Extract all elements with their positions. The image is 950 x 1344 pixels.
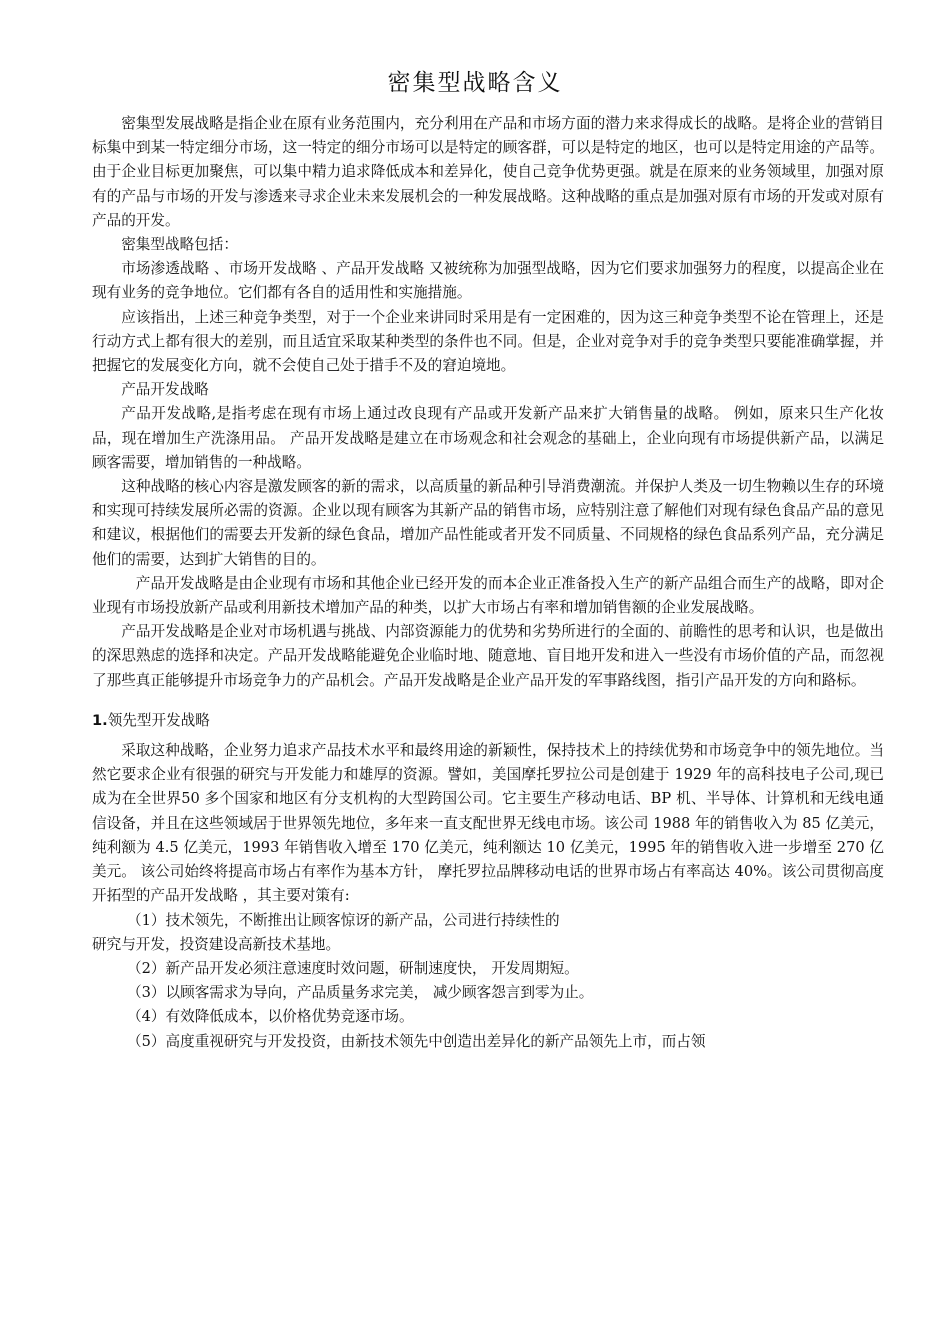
- list-item: （1）技术领先，不断推出让顾客惊讶的新产品，公司进行持续性的: [127, 911, 560, 929]
- paragraph-product-dev-combination: 产品开发战略是由企业现有市场和其他企业已经开发的而本企业正准备投入生产的新产品组合而生产的战略，即对企业现有市场投放新产品或利用新技术增加产品的种类，以扩大市场占有率和增加销售额的企业发展战略。: [92, 574, 884, 617]
- paragraph-intro: 密集型发展战略是指企业在原有业务范围内，充分利用在产品和市场方面的潜力来求得成长的战略。是将企业的营销目标集中到某一特定细分市场，这一特定的细分市场可以是特定的顾客群，可以是特定的地区，也可以是特定用途的产品等。由于企业目标更加聚焦，可以集中精力追求降低成本和差异化，使自己竞争优势更强。就是在原来的业务领域里，加强对原有的产品与市场的开发与渗透来寻求企业未来发展机会的一种发展战略。这种战略的重点是加强对原有市场的开发或对原有产品的开发。: [92, 115, 884, 229]
- subheading-product-development: 产品开发战略: [121, 381, 209, 399]
- section-heading: [92, 709, 884, 733]
- section-heading-text: 领先型开发战略: [107, 711, 210, 729]
- paragraph-core-content: 这种战略的核心内容是激发顾客的新的需求，以高质量的新品种引导消费潮流。并保护人类及一切生物赖以生存的环境和实现可持续发展所必需的资源。企业以现有顾客为其新产品的销售市场，应特别注意了解他们对现有绿色食品产品的意见和建议，根据他们的需要去开发新的绿色食品，增加产品性能或者开发不同质量、不同规格的绿色食品系列产品，充分满足他们的需要，达到扩大销售的目的。: [92, 478, 884, 568]
- paragraph-competition-types: 应该指出，上述三种竞争类型，对于一个企业来讲同时采用是有一定困难的，因为这三种竞争类型不论在管理上，还是行动方式上都有很大的差别，而且适宜采取某种类型的条件也不同。但是，企业对竞争对手的竞争类型只要能准确掌握，并把握它的发展变化方向，就不会使自己处于措手不及的窘迫境地。: [92, 308, 884, 375]
- list-item: （2）新产品开发必须注意速度时效问题，研制速度快， 开发周期短。: [127, 959, 579, 977]
- section-heading-number: 1.: [92, 711, 108, 729]
- list-item: （3）以顾客需求为导向，产品质量务求完美， 减少顾客怨言到零为止。: [127, 984, 594, 1002]
- paragraph-product-dev-thinking: 产品开发战略是企业对市场机遇与挑战、内部资源能力的优势和劣势所进行的全面的、前瞻性的思考和认识，也是做出的深思熟虑的选择和决定。产品开发战略能避免企业临时地、随意地、盲目地开发和进入一些没有市场价值的产品，而忽视了那些真正能够提升市场竞争力的产品机会。产品开发战略是企业产品开发的军事路线图，指引产品开发的方向和路标。: [92, 623, 884, 689]
- paragraph-strategy-types: 市场渗透战略 、市场开发战略 、产品开发战略 又被统称为加强型战略，因为它们要求加强努力的程度，以提高企业在现有业务的竞争地位。它们都有各自的适用性和实施措施。: [92, 260, 884, 302]
- list-item: （4）有效降低成本，以价格优势竞逐市场。: [127, 1008, 414, 1026]
- document-body: [92, 112, 884, 1054]
- paragraph-leading-strategy: 采取这种战略，企业努力追求产品技术水平和最终用途的新颖性，保持技术上的持续优势和市场竞争中的领先地位。当然它要求企业有很强的研究与开发能力和雄厚的资源。譬如，美国摩托罗拉公司是创建于 1929 年的高科技电子公司,现已成为在全世界50 多个国家和地区有分支机构的大型跨国公司。它主要生产移动电话、BP 机、半导体、计算机和无线电通信设备，并且在这些领域居于世界领先地位，多年来一直支配世界无线电市场。该公司 1988 年的销售收入为 85 亿美元，纯利额为 4.5 亿美元，1993 年销售收入增至 170 亿美元，纯利额达 10 亿美元，1995 年的销售收入进一步增至 270 亿美元。 该公司始终将提高市场占有率作为基本方针， 摩托罗拉品牌移动电话的世界市场占有率高达 40%。该公司贯彻高度开拓型的产品开发战略 ，其主要对策有:: [92, 742, 884, 905]
- paragraph-product-dev-definition: 产品开发战略,是指考虑在现有市场上通过改良现有产品或开发新产品来扩大销售量的战略。 例如，原来只生产化妆品，现在增加生产洗涤用品。 产品开发战略是建立在市场观念和社会观念的基础上，企业向现有市场提供新产品，以满足顾客需要，增加销售的一种战略。: [92, 405, 884, 471]
- document-title: 密集型战略含义: [387, 70, 563, 96]
- list-item-continuation: 研究与开发，投资建设高新技术基地。: [92, 935, 341, 953]
- list-item: （5）高度重视研究与开发投资，由新技术领先中创造出差异化的新产品领先上市，而占领: [127, 1032, 706, 1050]
- paragraph-includes: 密集型战略包括：: [121, 236, 238, 254]
